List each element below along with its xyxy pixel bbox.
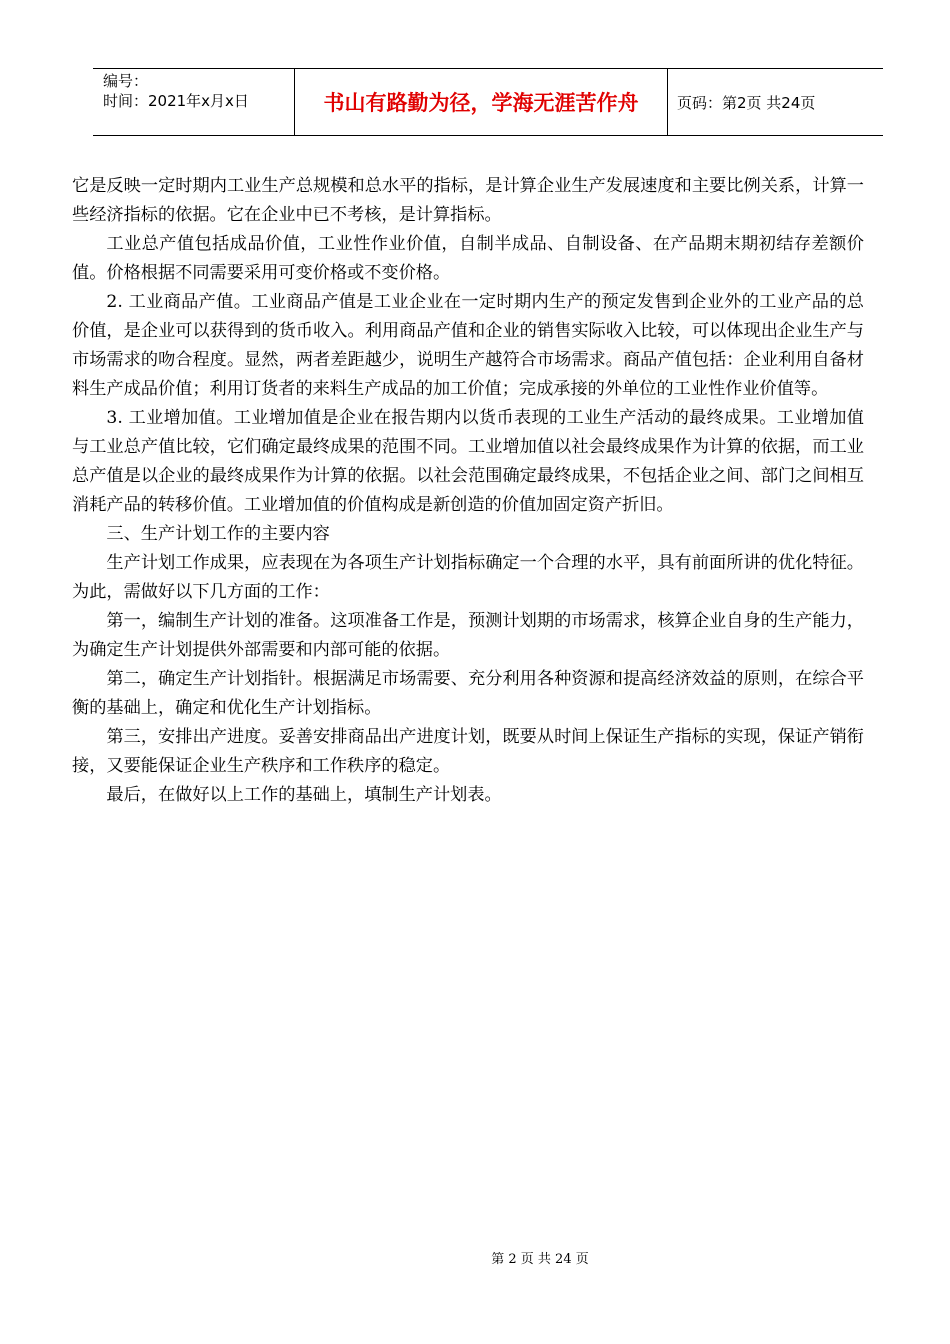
body-paragraph: 生产计划工作成果，应表现在为各项生产计划指标确定一个合理的水平，具有前面所讲的优化特征。为此，需做好以下几方面的工作： <box>72 553 864 602</box>
section-heading: 三、生产计划工作的主要内容 <box>106 524 330 544</box>
header-meta <box>93 69 295 135</box>
page-footer: 第 2 页 共 24 页 <box>491 1252 589 1267</box>
header-motto: 书山有路勤为径，学海无涯苦作舟 <box>295 69 668 135</box>
document-header <box>93 68 883 136</box>
body-paragraph: 工业总产值包括成品价值，工业性作业价值，自制半成品、自制设备、在产品期末期初结存差额价值。价格根据不同需要采用可变价格或不变价格。 <box>72 234 864 283</box>
body-paragraph: 第一，编制生产计划的准备。这项准备工作是，预测计划期的市场需求，核算企业自身的生产能力，为确定生产计划提供外部需要和内部可能的依据。 <box>72 611 864 660</box>
document-time: 时间：2021年x月x日 <box>103 92 249 110</box>
body-paragraph: 第三，安排出产进度。妥善安排商品出产进度计划，既要从时间上保证生产指标的实现，保证产销衔接，又要能保证企业生产秩序和工作秩序的稳定。 <box>72 727 864 776</box>
header-page-info: 页码：第2页 共24页 <box>677 93 816 112</box>
document-number-label: 编号： <box>103 72 149 90</box>
body-paragraph: 第二，确定生产计划指针。根据满足市场需要、充分利用各种资源和提高经济效益的原则，在综合平衡的基础上，确定和优化生产计划指标。 <box>72 669 864 718</box>
body-paragraph: 它是反映一定时期内工业生产总规模和总水平的指标，是计算企业生产发展速度和主要比例关系，计算一些经济指标的依据。它在企业中已不考核，是计算指标。 <box>72 176 864 225</box>
body-paragraph: 最后，在做好以上工作的基础上，填制生产计划表。 <box>106 785 502 805</box>
body-paragraph: 2. 工业商品产值。工业商品产值是工业企业在一定时期内生产的预定发售到企业外的工业产品的总价值，是企业可以获得到的货币收入。利用商品产值和企业的销售实际收入比较，可以体现出企业生产与市场需求的吻合程度。显然，两者差距越少，说明生产越符合市场需求。商品产值包括：企业利用自备材料生产成品价值；利用订货者的来料生产成品的加工价值；完成承接的外单位的工业性作业价值等。 <box>72 292 864 399</box>
document-body <box>72 172 864 810</box>
body-paragraph: 3. 工业增加值。工业增加值是企业在报告期内以货币表现的工业生产活动的最终成果。工业增加值与工业总产值比较，它们确定最终成果的范围不同。工业增加值以社会最终成果作为计算的依据，而工业总产值是以企业的最终成果作为计算的依据。以社会范围确定最终成果，不包括企业之间、部门之间相互消耗产品的转移价值。工业增加值的价值构成是新创造的价值加固定资产折旧。 <box>72 408 864 515</box>
